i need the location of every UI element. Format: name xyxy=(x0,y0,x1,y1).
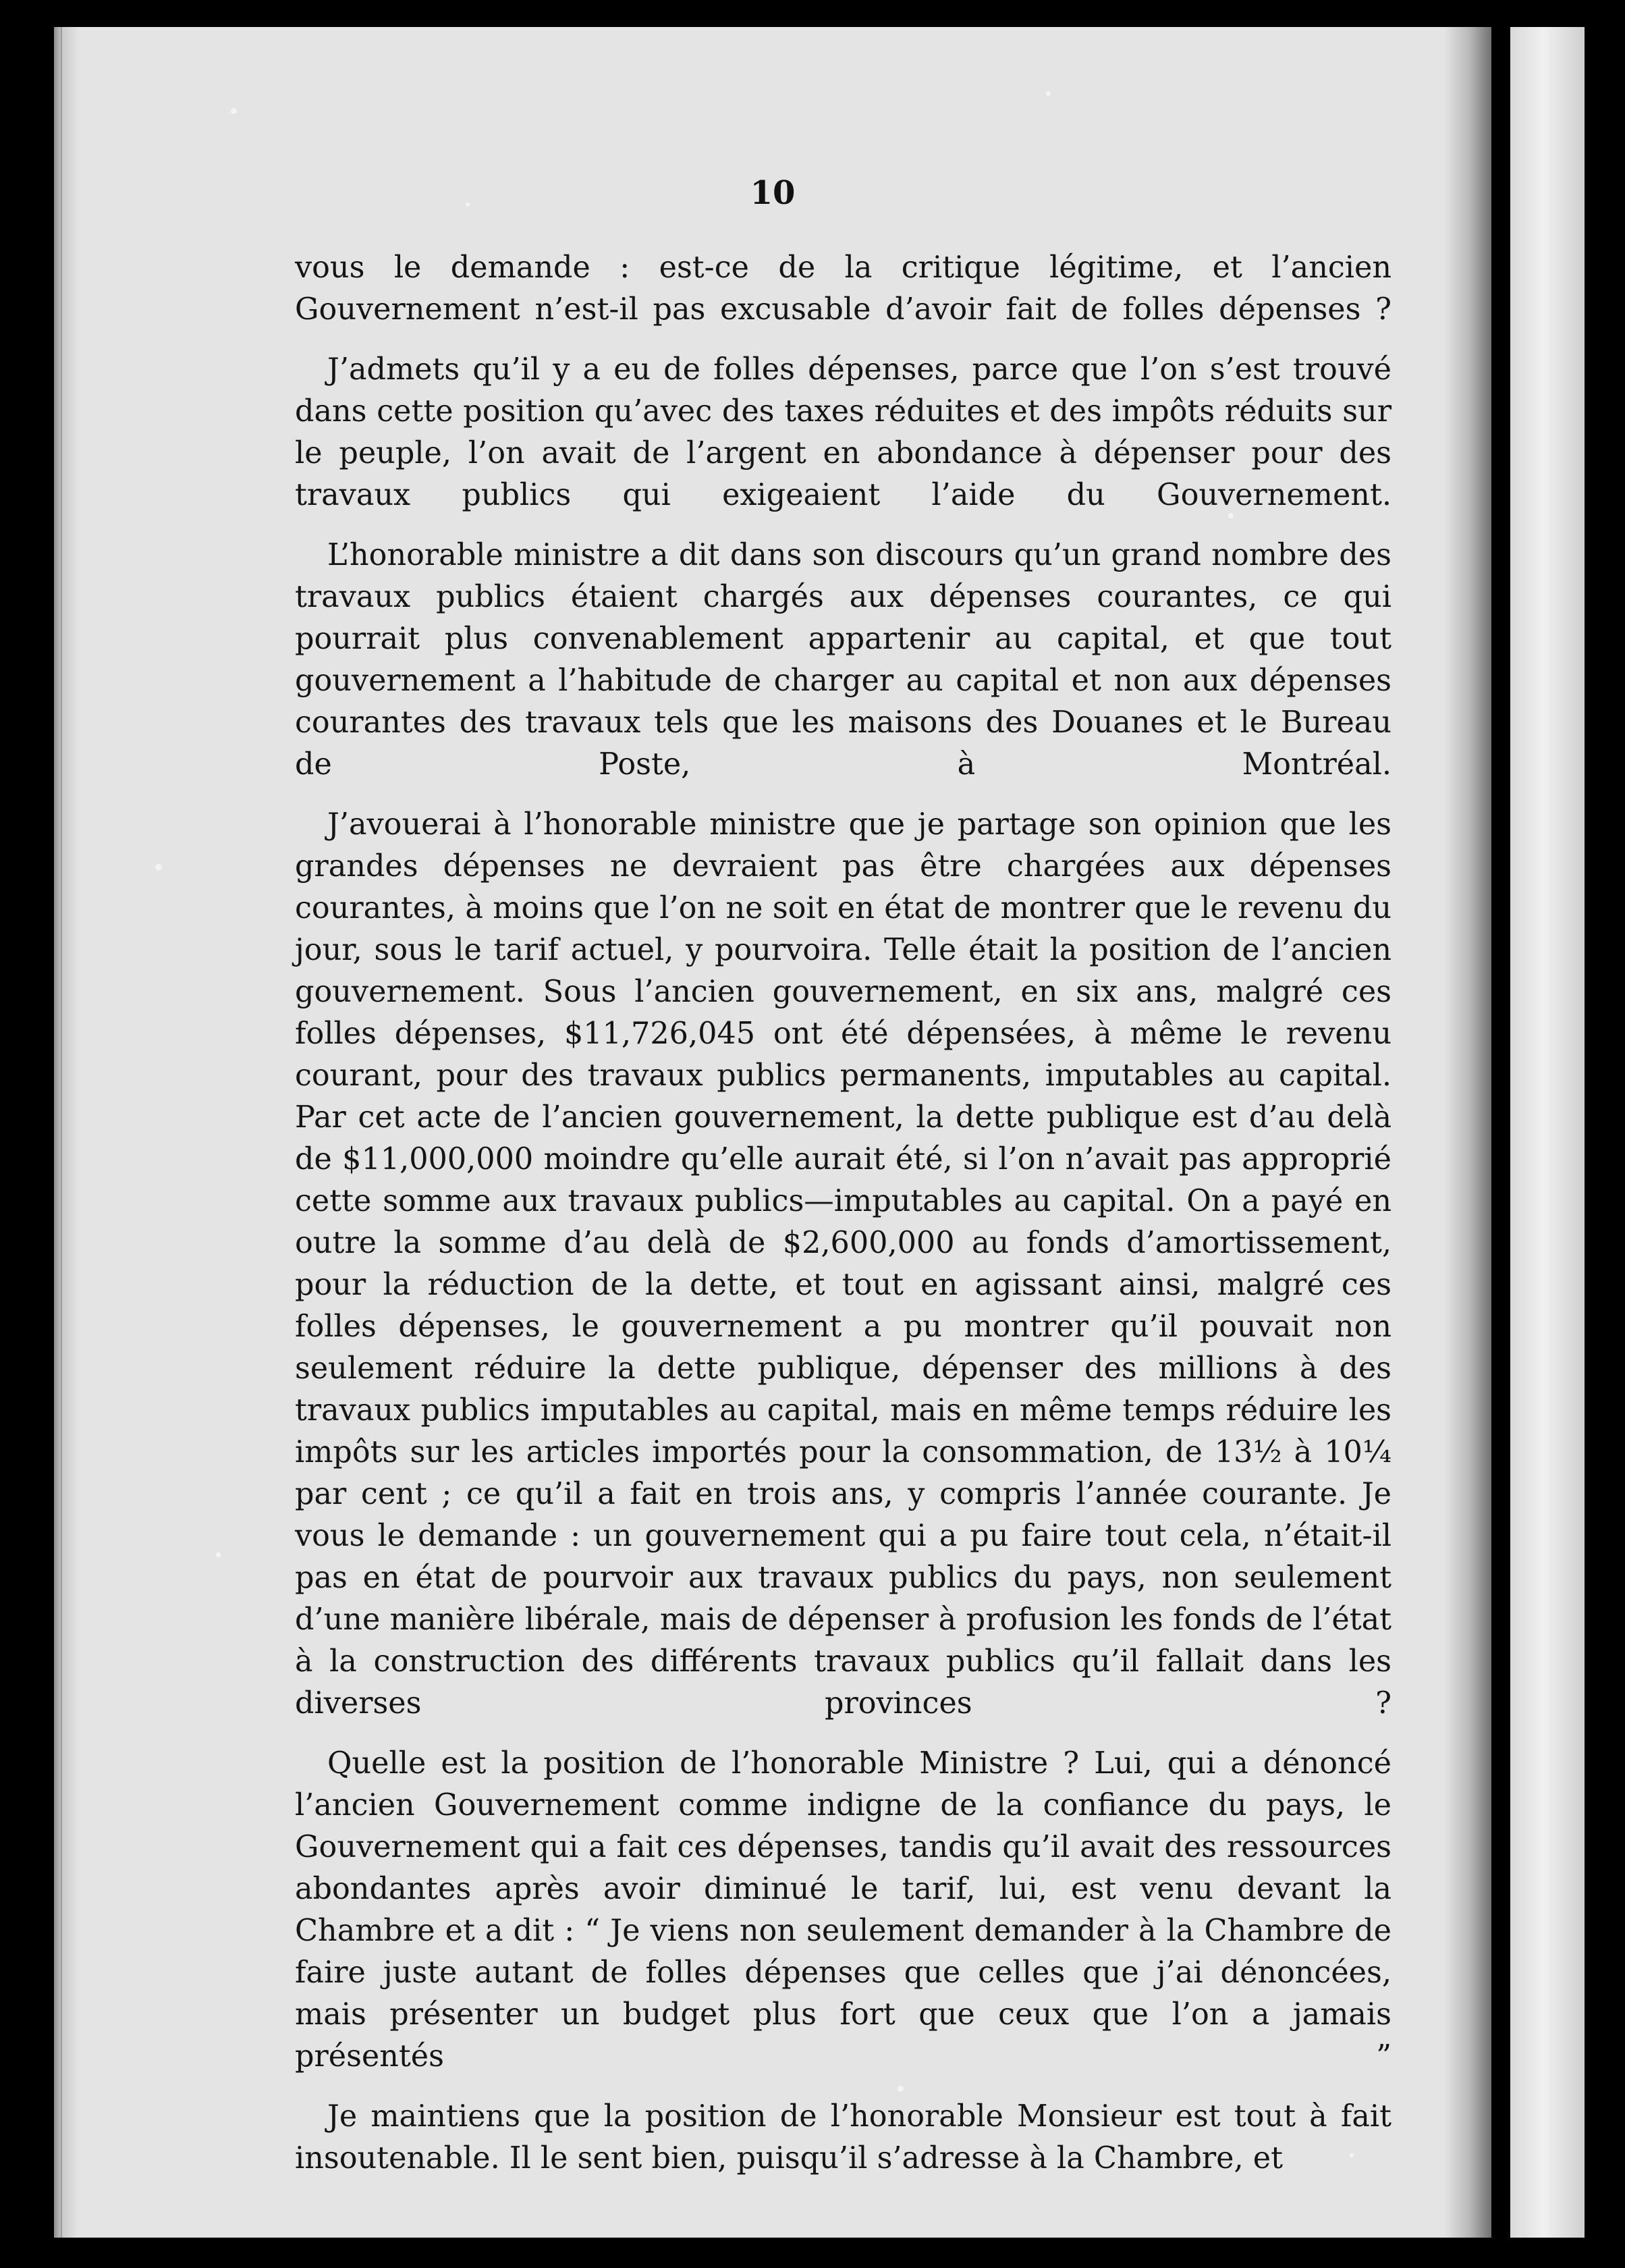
paper-speck xyxy=(216,1552,221,1557)
page-number: 10 xyxy=(750,174,796,212)
binding-shadow xyxy=(1444,27,1491,2238)
next-page-edge xyxy=(1510,27,1585,2238)
book-page xyxy=(54,27,1491,2238)
paragraph-2: J’admets qu’il y a eu de folles dépenses, parce que l’on s’est trouvé dans cette position qu’avec des taxes réduites et des impôts réduits sur le peuple, l’on avait de l’argent en abondance à dépenser pour des travaux publics qui exigeaient l’aide du Gouvernement. xyxy=(295,352,1392,512)
paper-speck xyxy=(231,108,237,114)
paper-speck xyxy=(155,864,162,871)
paragraph-3: L’honorable ministre a dit dans son discours qu’un grand nombre des travaux publics étaient chargés aux dépenses courantes, ce qui pourrait plus convenablement appartenir au capital, et que tout gouvernement a l’habitude de charger au capital et non aux dépenses courantes des travaux tels que les maisons des Douanes et le Bureau de Poste, à Montréal. xyxy=(295,538,1392,782)
paragraph-1: vous le demande : est-ce de la critique légitime, et l’ancien Gouvernement n’est-il pas excusable d’avoir fait de folles dépenses ? xyxy=(295,250,1392,327)
page-fore-edge xyxy=(54,27,77,2238)
paper-speck xyxy=(1046,91,1051,96)
paragraph-4: J’avouerai à l’honorable ministre que je partage son opinion que les grandes dépenses ne devraient pas être chargées aux dépenses courantes, à moins que l’on ne soit en état de montrer que le revenu du jour, sous le tarif actuel, y pourvoira. Telle était la position de l’ancien gouvernement. Sous l’ancien gouvernement, en six ans, malgré ces folles dépenses, $11,726,045 ont été dépensées, à même le revenu courant, pour des travaux publics permanents, imputables au capital. Par cet acte de l’ancien gouvernement, la dette publique est d’au delà de $11,000,000 moindre qu’elle aurait été, si l’on n’avait pas approprié cette somme aux travaux publics—imputables au capital. On a payé en outre la somme d’au delà de $2,600,000 au fonds d’amortissement, pour la réduction de la dette, et tout en agissant ainsi, malgré ces folles dépenses, le gouvernement a pu montrer qu’il pouvait non seulement réduire la dette publique, dépenser des millions à des travaux publics imputables au capital, mais en même temps réduire les impôts sur les articles importés pour la consommation, de 13½ à 10¼ par cent ; ce qu’il a fait en trois ans, y compris l’année courante. Je vous le demande : un gouvernement qui a pu faire tout cela, n’était-il pas en état de pourvoir aux travaux publics du pays, non seulement d’une manière libérale, mais de dépenser à profusion les fonds de l’état à la construction des différents travaux publics qu’il fallait dans les diverses provinces ? xyxy=(295,807,1392,1721)
paragraph-5: Quelle est la position de l’honorable Ministre ? Lui, qui a dénoncé l’ancien Gouvernement comme indigne de la confiance du pays, le Gouvernement qui a fait ces dépenses, tandis qu’il avait des ressources abondantes après avoir diminué le tarif, lui, est venu devant la Chambre et a dit : “ Je viens non seulement demander à la Chambre de faire juste autant de folles dépenses que celles que j’ai dénoncées, mais présenter un budget plus fort que ceux que l’on a jamais présentés ” xyxy=(295,1746,1392,2074)
paragraph-6: Je maintiens que la position de l’honorable Monsieur est tout à fait insoutenable. Il le sent bien, puisqu’il s’adresse à la Chambre, et xyxy=(295,2099,1392,2176)
body-text xyxy=(295,247,1392,2198)
